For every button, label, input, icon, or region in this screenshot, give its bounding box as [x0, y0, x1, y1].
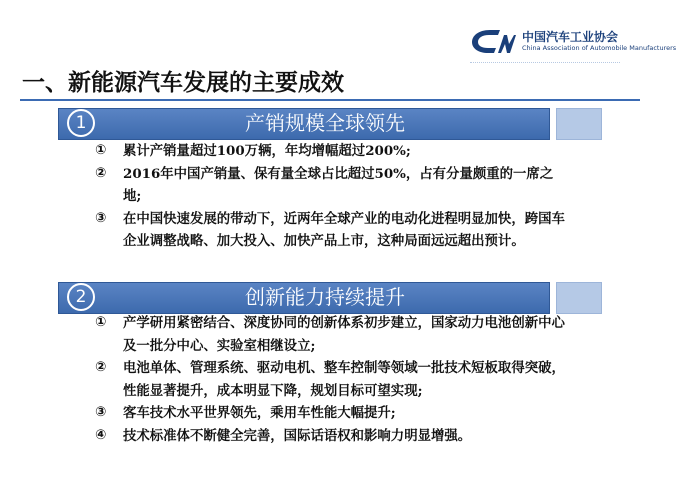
- section-1-side-box: [556, 108, 602, 140]
- item-text: 技术标准体不断健全完善，国际话语权和影响力明显增强。: [123, 427, 472, 444]
- item-text: 累计产销量超过100万辆，年均增幅超过200%;: [123, 143, 411, 159]
- section-2-side-box: [556, 282, 602, 314]
- page-title: 一、新能源汽车发展的主要成效: [22, 70, 344, 96]
- item-marker: ③: [95, 405, 107, 420]
- item-marker: ①: [95, 315, 107, 330]
- list-item: [95, 402, 565, 425]
- caam-logo-mark-icon: [470, 26, 516, 56]
- list-item: [95, 312, 565, 357]
- item-marker: ③: [95, 210, 107, 226]
- title-divider: [20, 99, 640, 101]
- item-text: 电池单体、管理系统、驱动电机、整车控制等领域一批技术短板取得突破，性能显著提升，成本明显下降，规划目标可望实现;: [123, 360, 565, 399]
- list-item: [95, 357, 565, 402]
- item-text: 2016年中国产销量、保有量全球占比超过50%，占有分量颇重的一席之地;: [123, 165, 554, 204]
- list-item: [95, 425, 565, 448]
- item-marker: ④: [95, 427, 107, 443]
- section-1-number: 1: [67, 109, 95, 137]
- item-marker: ①: [95, 143, 107, 158]
- logo-chinese-name: 中国汽车工业协会: [522, 30, 619, 44]
- section-2-number-badge: [60, 283, 102, 311]
- section-2-items: [95, 312, 565, 447]
- section-1-title: 产销规模全球领先: [245, 111, 405, 135]
- caam-logo: [470, 26, 676, 60]
- item-marker: ②: [95, 165, 107, 181]
- list-item: [95, 140, 565, 163]
- list-item: [95, 163, 565, 208]
- list-item: [95, 208, 565, 253]
- item-marker: ②: [95, 360, 107, 375]
- logo-divider: [470, 62, 620, 63]
- section-2-title: 创新能力持续提升: [245, 285, 405, 309]
- logo-english-name: China Association of Automobile Manufacturers: [522, 44, 676, 52]
- section-2-number: 2: [67, 283, 95, 311]
- item-text: 产学研用紧密结合、深度协同的创新体系初步建立，国家动力电池创新中心及一批分中心、实验室相继设立;: [123, 315, 565, 354]
- item-text: 客车技术水平世界领先，乘用车性能大幅提升;: [123, 405, 396, 421]
- section-1-number-badge: [60, 109, 102, 137]
- item-text: 在中国快速发展的带动下，近两年全球产业的电动化进程明显加快，跨国车企业调整战略、加大投入、加快产品上市，这种局面远远超出预计。: [123, 210, 565, 249]
- section-1-items: [95, 140, 565, 253]
